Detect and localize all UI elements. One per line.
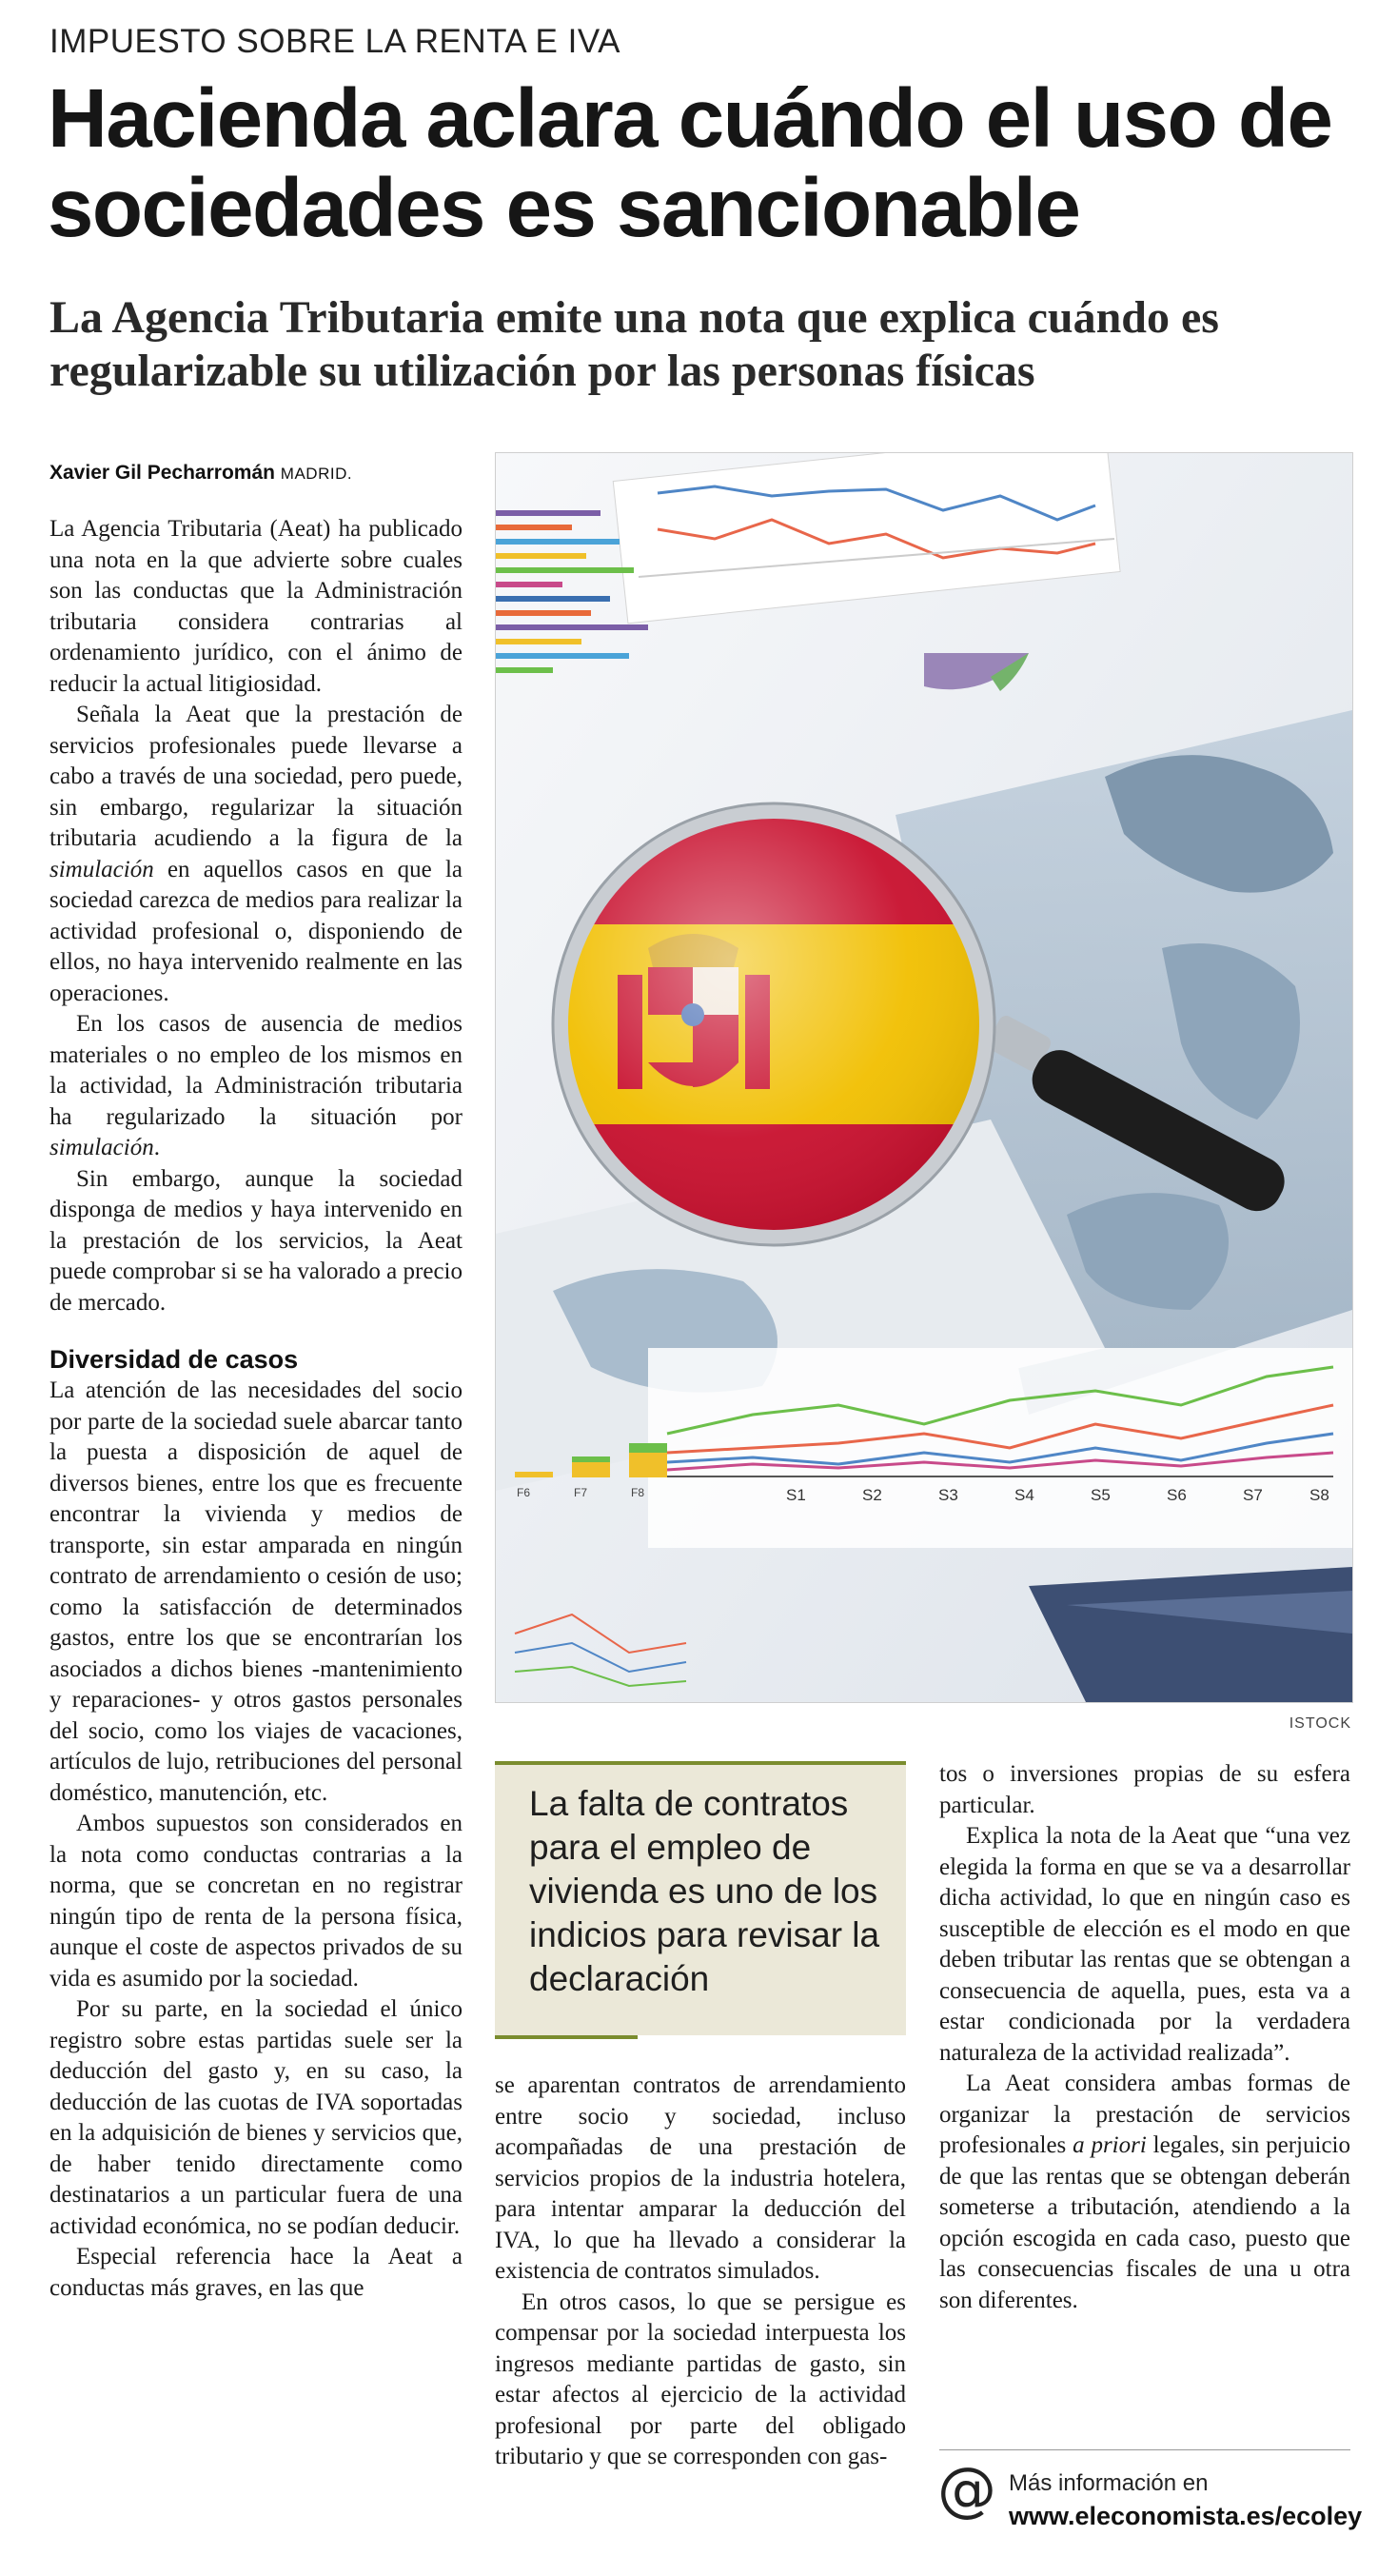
paragraph: tos o inversiones propias de su esfera particular. xyxy=(939,1761,1350,1818)
byline-city: MADRID. xyxy=(280,465,353,483)
paragraph: En los casos de ausencia de medios materiales o no empleo de los mismos en la actividad, la Administración tributaria ha regularizado la situación por simulación. xyxy=(49,1011,463,1160)
byline xyxy=(49,462,352,485)
article-column-1 xyxy=(49,514,463,2304)
chart-tick: S2 xyxy=(862,1486,882,1504)
paragraph: La Aeat considera ambas formas de organizar la prestación de servicios profesionales a priori legales, sin perjuicio de que las rentas que se obtengan deberán someterse a tributación, atendiendo a la opción escogida en cada caso, puesto que las consecuencias fiscales de una u otra son diferentes. xyxy=(939,2071,1350,2313)
pullquote-text: La falta de contratos para el empleo de vivienda es uno de los indicios para revisar la declaración xyxy=(529,1784,880,1998)
paragraph: se aparentan contratos de arrendamiento entre socio y sociedad, incluso acompañadas de una prestación de servicios propios de la industria hotelera, para intentar amparar la deducción del IVA, lo que ha llevado a considerar la existencia de contratos simulados. xyxy=(495,2072,906,2284)
chart-tick: S4 xyxy=(1014,1486,1034,1504)
photo-credit: ISTOCK xyxy=(1289,1715,1351,1732)
more-info-label: Más información en xyxy=(1009,2470,1209,2496)
chart-tick: S3 xyxy=(938,1486,958,1504)
subheading: Diversidad de casos xyxy=(49,1345,299,1374)
chart-tick: S5 xyxy=(1091,1486,1111,1504)
pullquote-rule-top xyxy=(495,1761,906,1765)
chart-tick: S6 xyxy=(1167,1486,1187,1504)
paragraph: La atención de las necesidades del socio por parte de la sociedad suele abarcar tanto la puesta a disposición de aquel de diversos bienes, entre los que es frecuente encontrar la vivienda y medios de transporte, sin estar amparada en ningún contrato de arrendamiento o cesión de uso; como la satisfacción de determinados gastos, entre los que se encontrarían los asociados a dichos bienes -mantenimiento y reparaciones- y otros gastos personales del socio, como los viajes de vacaciones, artículos de lujo, retribuciones del personal doméstico, manutención, etc. xyxy=(49,1377,463,1806)
chart-tick: F6 xyxy=(517,1486,531,1499)
chart-tick: F8 xyxy=(631,1486,645,1499)
article-column-2 xyxy=(495,2071,906,2473)
headline: Hacienda aclara cuándo el uso de sociedades es sancionable xyxy=(48,72,1332,254)
paragraph: En otros casos, lo que se persigue es compensar por la sociedad interpuesta los ingresos mediante partidas de gasto, sin estar afectos al ejercicio de la actividad profesional por parte del obligado tributario y que se corresponden con gas- xyxy=(495,2289,906,2469)
paragraph: Ambos supuestos son considerados en la nota como conductas contrarias a la norma, que se concretan en no registrar ningún tipo de renta de la persona física, aunque el coste de aspectos privados de su vida es asumido por la sociedad. xyxy=(49,1811,463,1991)
chart-tick: F7 xyxy=(574,1486,588,1499)
bottom-line-chart xyxy=(648,1348,1352,1548)
dark-plane xyxy=(1029,1567,1352,1702)
info-divider xyxy=(939,2449,1350,2450)
more-info-link[interactable]: www.eleconomista.es/ecoley xyxy=(1009,2502,1363,2530)
paragraph: Especial referencia hace la Aeat a conductas más graves, en las que xyxy=(49,2244,463,2301)
photo-illustration xyxy=(496,453,1352,1702)
paragraph: Señala la Aeat que la prestación de servicios profesionales puede llevarse a cabo a través de una sociedad, pero puede, sin embargo, regularizar la situación tributaria acudiendo a la figura de la simulación en aquellos casos en que la sociedad carezca de medios para realizar la actividad profesional o, disponiendo de ellos, no haya intervenido realmente en las operaciones. xyxy=(49,702,463,1006)
article-photo xyxy=(495,452,1353,1703)
at-sign-icon: @ xyxy=(937,2454,996,2524)
paragraph: Por su parte, en la sociedad el único registro sobre estas partidas suele ser la deducción del gasto y, en su caso, la deducción de las cuotas de IVA soportadas en la adquisición de bienes y servicios que, de haber tenido directamente como destinatarios a un particular fuera de una actividad económica, no se podían deducir. xyxy=(49,1996,463,2239)
chart-tick: S1 xyxy=(786,1486,806,1504)
paragraph: La Agencia Tributaria (Aeat) ha publicado una nota en la que advierte sobre cuales son las conductas que la Administración tributaria considera contrarias al ordenamiento jurídico, con el ánimo de reducir la actual litigiosidad. xyxy=(49,516,463,697)
chart-tick: S8 xyxy=(1309,1486,1329,1504)
article-column-3 xyxy=(939,1759,1350,2316)
paragraph: Explica la nota de la Aeat que “una vez elegida la forma en que se va a desarrollar dicha actividad, lo que en ningún caso es susceptible de elección es el modo en que deben tributar las rentas que se obtengan a consecuencia de aquella, pues, esta va a estar condicionada por la verdadera naturaleza de la actividad realizada”. xyxy=(939,1823,1350,2066)
subtitle: La Agencia Tributaria emite una nota que explica cuándo es regularizable su utilización por las personas físicas xyxy=(49,292,1219,396)
section-label: IMPUESTO SOBRE LA RENTA E IVA xyxy=(49,23,620,60)
author-name: Xavier Gil Pecharromán xyxy=(49,462,275,484)
paragraph: Sin embargo, aunque la sociedad disponga de medios y haya intervenido en la prestación de los servicios, la Aeat puede comprobar si se ha valorado a precio de mercado. xyxy=(49,1165,463,1316)
pullquote-rule-bottom xyxy=(495,2035,638,2039)
chart-tick: S7 xyxy=(1243,1486,1263,1504)
